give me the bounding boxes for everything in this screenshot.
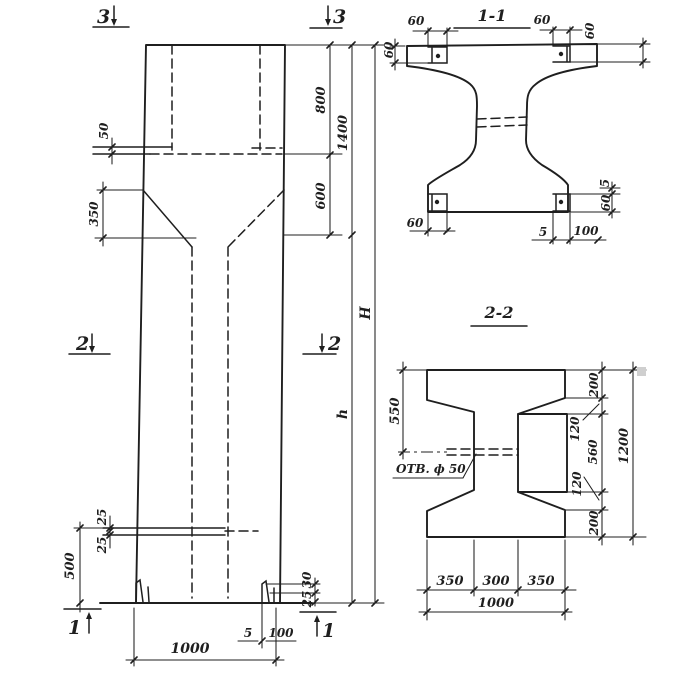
- marker-2-left-arrow-icon: [89, 346, 95, 353]
- section-marker-1-left: [64, 609, 101, 639]
- dim-1000-label: 1000: [170, 641, 210, 657]
- section-marker-3-left: [93, 6, 129, 28]
- web-hidden: [192, 247, 228, 598]
- s11-dim-100-bottom: 100: [573, 224, 599, 238]
- marker-3-right-label: 3: [333, 6, 347, 28]
- section-2-2-view: [388, 303, 646, 620]
- marker-3-right-arrow-icon: [325, 19, 331, 26]
- s11-dim-60-topright: 60: [533, 13, 551, 27]
- hole-label: ОТВ. ф 50: [396, 462, 466, 476]
- s11-dim-60-botleft: 60: [406, 216, 424, 230]
- section-2-2-outline: [427, 370, 567, 537]
- dim-H-label: H: [358, 306, 374, 320]
- marker-2-right-label: 2: [328, 333, 342, 355]
- s22-dim-120-top: 120: [568, 416, 582, 442]
- s22-dim-1000: 1000: [477, 596, 515, 611]
- section-marker-1-right: [300, 612, 336, 642]
- dim-25-upper-label: 25: [95, 508, 109, 526]
- s11-dim-60-side: 60: [599, 194, 613, 212]
- marker-1-right-label: 1: [322, 620, 336, 642]
- section-1-1-web-hidden: [477, 117, 527, 127]
- dim-600-label: 600: [314, 182, 329, 210]
- s22-dim-550: 550: [388, 397, 403, 425]
- s22-dim-350-right: 350: [527, 574, 555, 589]
- marker-3-left-arrow-icon: [111, 19, 117, 26]
- marker-1-right-arrow-icon: [314, 615, 320, 622]
- marker-3-left-label: 3: [97, 6, 111, 28]
- dim-350-label: 350: [87, 201, 101, 227]
- elevation-view: [63, 6, 384, 666]
- left-foot: [136, 580, 149, 602]
- hole-hidden: [447, 449, 518, 455]
- taper-hidden: [228, 190, 284, 247]
- dim-5-label: 5: [243, 626, 253, 640]
- anchor-dot-tl: [436, 54, 440, 58]
- section-1-1-title: 1-1: [477, 6, 507, 25]
- marker-1-left-arrow-icon: [86, 612, 92, 619]
- s11-dim-60-left: 60: [382, 41, 396, 59]
- anchor-dot-bl: [435, 200, 439, 204]
- s11-dim-5-side: 5: [598, 178, 612, 188]
- s11-dim-60-right: 60: [583, 22, 597, 40]
- dim-h-label: h: [335, 408, 351, 420]
- s22-dim-200-bottom: 200: [587, 510, 601, 536]
- section-marker-3-right: [310, 6, 346, 28]
- s11-dim-60-topleft: 60: [407, 14, 425, 28]
- s22-dim-1200: 1200: [617, 427, 632, 465]
- dim-30-label: 30: [300, 571, 314, 589]
- marker-1-left-label: 1: [68, 617, 82, 639]
- anchor-dot-tr: [559, 52, 563, 56]
- dim-50-label: 50: [97, 122, 111, 140]
- marker-2-left-label: 2: [76, 333, 90, 355]
- dim-1400-label: 1400: [336, 114, 351, 152]
- section-2-2-dim-lines: [397, 362, 646, 620]
- dim-25-lower-label: 25: [95, 536, 109, 554]
- s22-dim-560: 560: [586, 439, 600, 465]
- section-1-1-view: [382, 6, 650, 244]
- dim-25-foot-label: 25: [300, 590, 314, 608]
- section-2-2-title: 2-2: [484, 303, 514, 322]
- side-plate-lines: [103, 528, 225, 535]
- hidden-top-block: [150, 45, 282, 154]
- ledge-lines: [93, 147, 172, 154]
- section-1-1-outline: [407, 44, 597, 212]
- s11-dim-5-bottom: 5: [538, 225, 548, 239]
- anchor-dot-br: [559, 200, 563, 204]
- scan-artifact: [637, 367, 646, 376]
- dim-800-label: 800: [314, 86, 329, 114]
- marker-2-right-arrow-icon: [319, 346, 325, 353]
- dim-100-label: 100: [268, 626, 294, 640]
- column-outline: [136, 45, 285, 603]
- s22-dim-200-top: 200: [587, 372, 601, 398]
- s22-dim-300: 300: [482, 574, 510, 589]
- section-marker-2-left: [69, 333, 110, 355]
- s22-dim-350-left: 350: [436, 574, 464, 589]
- s22-dim-120-bottom: 120: [570, 471, 584, 497]
- embedded-plates: [428, 46, 570, 211]
- section-marker-2-right: [303, 333, 341, 355]
- dim-500-label: 500: [63, 552, 78, 580]
